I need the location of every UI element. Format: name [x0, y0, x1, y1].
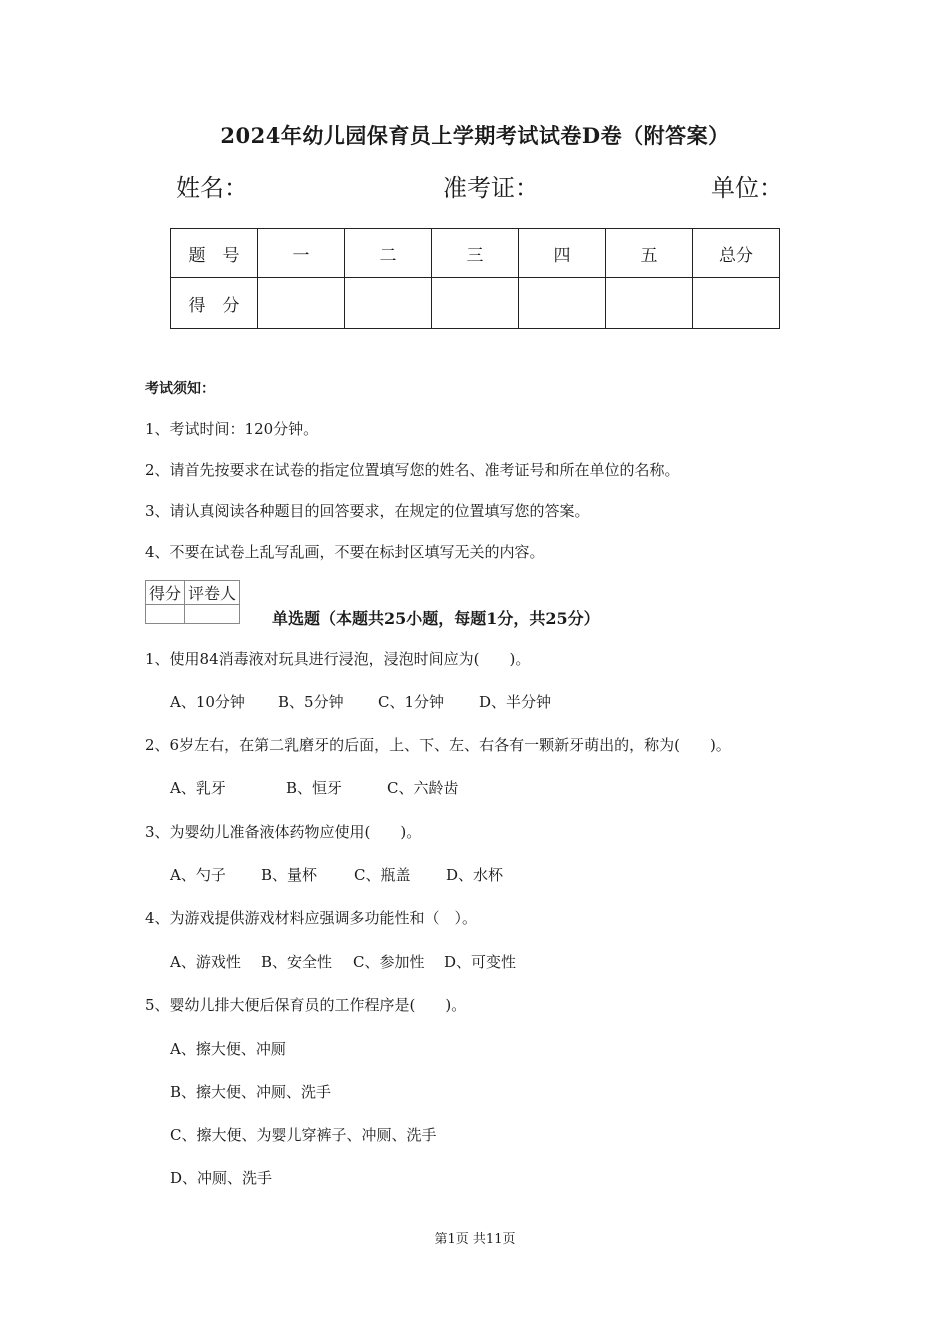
option[interactable]: C、参加性	[353, 953, 425, 971]
section-title: 单选题（本题共25小题，每题1分，共25分）	[272, 609, 600, 628]
score-cell[interactable]	[693, 278, 780, 329]
option[interactable]: A、勺子	[170, 866, 226, 884]
question-options	[170, 951, 516, 972]
notes-title: 考试须知：	[145, 381, 215, 397]
name-label: 姓名：	[176, 174, 248, 202]
option[interactable]: A、游戏性	[170, 953, 241, 971]
page-footer: 第1页 共11页	[434, 1232, 516, 1247]
grader-score-label: 得分	[146, 581, 185, 605]
unit-label: 单位：	[711, 174, 783, 202]
grader-reviewer-cell[interactable]	[185, 605, 240, 624]
option[interactable]: D、水杯	[446, 866, 504, 884]
option[interactable]: C、瓶盖	[354, 866, 411, 884]
score-cell[interactable]	[432, 278, 519, 329]
score-table-cell: 四	[519, 229, 606, 278]
option[interactable]: D、半分钟	[479, 693, 552, 711]
option[interactable]: B、5分钟	[278, 693, 344, 711]
question-text: 5、婴幼儿排大便后保育员的工作程序是( )。	[145, 996, 467, 1014]
option[interactable]: D、可变性	[444, 953, 517, 971]
score-table-header-row	[171, 229, 780, 278]
exam-id-label: 准考证：	[443, 174, 539, 202]
question-text: 1、使用84消毒液对玩具进行浸泡，浸泡时间应为( )。	[145, 650, 531, 668]
note-item: 2、请首先按要求在试卷的指定位置填写您的姓名、准考证号和所在单位的名称。	[145, 461, 680, 479]
option[interactable]: B、安全性	[261, 953, 333, 971]
note-item: 3、请认真阅读各种题目的回答要求，在规定的位置填写您的答案。	[145, 502, 590, 520]
question-options	[170, 777, 458, 798]
option[interactable]: C、六龄齿	[387, 779, 459, 797]
option[interactable]: A、乳牙	[170, 779, 226, 797]
option[interactable]: A、擦大便、冲厕	[170, 1040, 286, 1058]
score-table-cell: 五	[606, 229, 693, 278]
score-cell[interactable]	[258, 278, 345, 329]
score-cell[interactable]	[345, 278, 432, 329]
note-item: 4、不要在试卷上乱写乱画，不要在标封区填写无关的内容。	[145, 543, 545, 561]
question-options	[170, 864, 503, 885]
score-cell[interactable]	[606, 278, 693, 329]
score-table-cell: 一	[258, 229, 345, 278]
question-text: 2、6岁左右，在第二乳磨牙的后面，上、下、左、右各有一颗新牙萌出的，称为( )。	[145, 736, 731, 754]
grader-reviewer-label: 评卷人	[185, 581, 240, 605]
score-table-row-label: 得 分	[171, 278, 258, 329]
score-cell[interactable]	[519, 278, 606, 329]
note-item: 1、考试时间：120分钟。	[145, 420, 319, 438]
option[interactable]: D、冲厕、洗手	[170, 1169, 273, 1187]
option[interactable]: C、擦大便、为婴儿穿裤子、冲厕、洗手	[170, 1126, 437, 1144]
score-table-score-row	[171, 278, 780, 329]
question-options	[170, 691, 551, 712]
score-table-cell: 题 号	[171, 229, 258, 278]
score-table-cell: 总分	[693, 229, 780, 278]
option[interactable]: C、1分钟	[378, 693, 445, 711]
score-table-cell: 三	[432, 229, 519, 278]
option[interactable]: B、擦大便、冲厕、洗手	[170, 1083, 332, 1101]
score-table-cell: 二	[345, 229, 432, 278]
option[interactable]: B、量杯	[261, 866, 318, 884]
grader-box	[145, 580, 240, 624]
exam-title: 2024年幼儿园保育员上学期考试试卷D卷（附答案）	[220, 123, 730, 148]
option[interactable]: B、恒牙	[286, 779, 343, 797]
question-text: 3、为婴幼儿准备液体药物应使用( )。	[145, 823, 422, 841]
option[interactable]: A、10分钟	[170, 693, 245, 711]
question-text: 4、为游戏提供游戏材料应强调多功能性和（ ）。	[145, 909, 478, 927]
grader-score-cell[interactable]	[146, 605, 185, 624]
score-table	[170, 228, 780, 329]
